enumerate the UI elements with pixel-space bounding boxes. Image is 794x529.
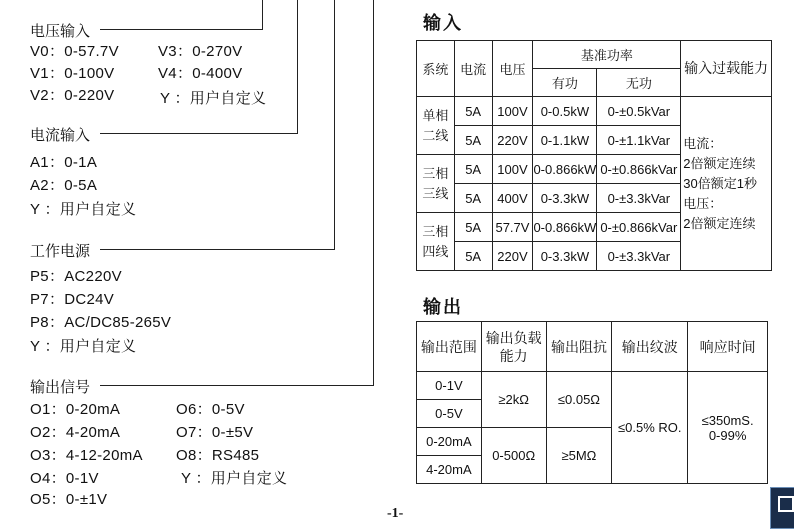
impedance-current-cell: ≥5MΩ: [546, 428, 612, 484]
system-three-phase-three-wire: 三相三线: [417, 155, 455, 213]
header-base-power: 基准功率: [533, 41, 681, 69]
table-cell: 0-3.3kW: [533, 184, 597, 213]
connector-line: [100, 249, 335, 250]
option-voltage-custom: Y ：用户自定义: [160, 90, 267, 107]
table-cell: 100V: [492, 155, 533, 184]
range-cell: 4-20mA: [417, 456, 482, 484]
option-power-custom: Y ：用户自定义: [30, 338, 137, 355]
option-v2: V2：0-220V: [30, 87, 115, 104]
range-cell: 0-1V: [417, 372, 482, 400]
option-o1: O1：0-20mA: [30, 401, 121, 418]
response-range-value: 0-99%: [708, 427, 747, 443]
table-cell: 400V: [492, 184, 533, 213]
system-three-phase-four-wire: 三相四线: [417, 213, 455, 271]
overload-line: 电压：: [683, 195, 723, 211]
impedance-voltage-cell: ≤0.05Ω: [546, 372, 612, 428]
option-o3: O3：4-12-20mA: [30, 447, 143, 464]
header-overload: 输入过载能力: [681, 41, 772, 97]
option-o8: O8：RS485: [176, 447, 260, 464]
table-cell: 0-±0.5kVar: [597, 97, 681, 126]
table-cell: 0-±0.866kVar: [597, 155, 681, 184]
system-single-phase: 单相二线: [417, 97, 455, 155]
overload-line: 30倍额定1秒: [683, 175, 757, 191]
connector-line: [262, 0, 263, 29]
table-cell: 5A: [454, 97, 492, 126]
option-a1: A1：0-1A: [30, 154, 98, 171]
connector-line: [100, 29, 263, 30]
header-active: 有功: [533, 69, 597, 97]
option-output-custom: Y ：用户自定义: [181, 470, 288, 487]
table-cell: 0-±3.3kVar: [597, 242, 681, 271]
connector-line: [100, 133, 298, 134]
table-cell: 5A: [454, 242, 492, 271]
table-cell: 0-1.1kW: [533, 126, 597, 155]
header-voltage: 电压: [492, 41, 533, 97]
table-cell: 5A: [454, 155, 492, 184]
load-current-cell: 0-500Ω: [481, 428, 546, 484]
option-o2: O2：4-20mA: [30, 424, 121, 441]
option-p8: P8：AC/DC85-265V: [30, 314, 172, 331]
table-cell: 57.7V: [492, 213, 533, 242]
option-current-custom: Y ：用户自定义: [30, 201, 137, 218]
header-system: 系统: [417, 41, 455, 97]
voltage-input-title: 电压输入: [30, 20, 93, 41]
response-cell: [688, 372, 768, 484]
option-p5: P5：AC220V: [30, 268, 122, 285]
output-heading: 输出: [423, 297, 463, 317]
table-cell: 0-±3.3kVar: [597, 184, 681, 213]
option-o7: O7：0-±5V: [176, 424, 254, 441]
header-reactive: 无功: [597, 69, 681, 97]
page-number: -1-: [387, 506, 404, 521]
overload-line: 电流：: [683, 135, 723, 151]
output-table: [416, 321, 768, 484]
table-cell: 0-±1.1kVar: [597, 126, 681, 155]
header-current: 电流: [454, 41, 492, 97]
table-cell: 0-0.866kW: [533, 213, 597, 242]
table-cell: 0-0.866kW: [533, 155, 597, 184]
connector-line: [373, 0, 374, 386]
connector-line: [297, 0, 298, 134]
header-response-time: 响应时间: [688, 322, 768, 372]
load-voltage-cell: ≥2kΩ: [481, 372, 546, 428]
header-output-range: 输出范围: [417, 322, 482, 372]
option-v1: V1：0-100V: [30, 65, 115, 82]
option-o6: O6：0-5V: [176, 401, 245, 418]
overload-description: [681, 97, 772, 271]
table-cell: 0-0.5kW: [533, 97, 597, 126]
range-cell: 0-5V: [417, 400, 482, 428]
input-table: [416, 40, 772, 271]
table-cell: 100V: [492, 97, 533, 126]
table-cell: 5A: [454, 126, 492, 155]
connector-line: [334, 0, 335, 250]
range-cell: 0-20mA: [417, 428, 482, 456]
header-output-ripple: 输出纹波: [612, 322, 688, 372]
ripple-cell: ≤0.5% RO.: [612, 372, 688, 484]
table-cell: 220V: [492, 242, 533, 271]
overload-line: 2倍额定连续: [683, 155, 756, 171]
table-cell: 5A: [454, 184, 492, 213]
option-v0: V0：0-57.7V: [30, 43, 119, 60]
option-v4: V4：0-400V: [158, 65, 243, 82]
header-output-load: 输出负载能力: [481, 322, 546, 372]
option-o4: O4：0-1V: [30, 470, 99, 487]
fullscreen-icon[interactable]: [770, 487, 794, 529]
power-title: 工作电源: [30, 240, 93, 261]
option-a2: A2：0-5A: [30, 177, 98, 194]
table-cell: 220V: [492, 126, 533, 155]
connector-line: [100, 385, 374, 386]
header-output-impedance: 输出阻抗: [546, 322, 612, 372]
overload-line: 2倍额定连续: [683, 215, 756, 231]
table-cell: 0-3.3kW: [533, 242, 597, 271]
option-p7: P7：DC24V: [30, 291, 115, 308]
response-time-value: ≤350mS.: [701, 412, 754, 428]
option-o5: O5：0-±1V: [30, 491, 108, 508]
option-v3: V3：0-270V: [158, 43, 243, 60]
table-cell: 0-±0.866kVar: [597, 213, 681, 242]
input-heading: 输入: [423, 13, 463, 33]
table-cell: 5A: [454, 213, 492, 242]
current-input-title: 电流输入: [30, 124, 93, 145]
output-signal-title: 输出信号: [30, 376, 93, 397]
expand-icon: [778, 496, 794, 512]
